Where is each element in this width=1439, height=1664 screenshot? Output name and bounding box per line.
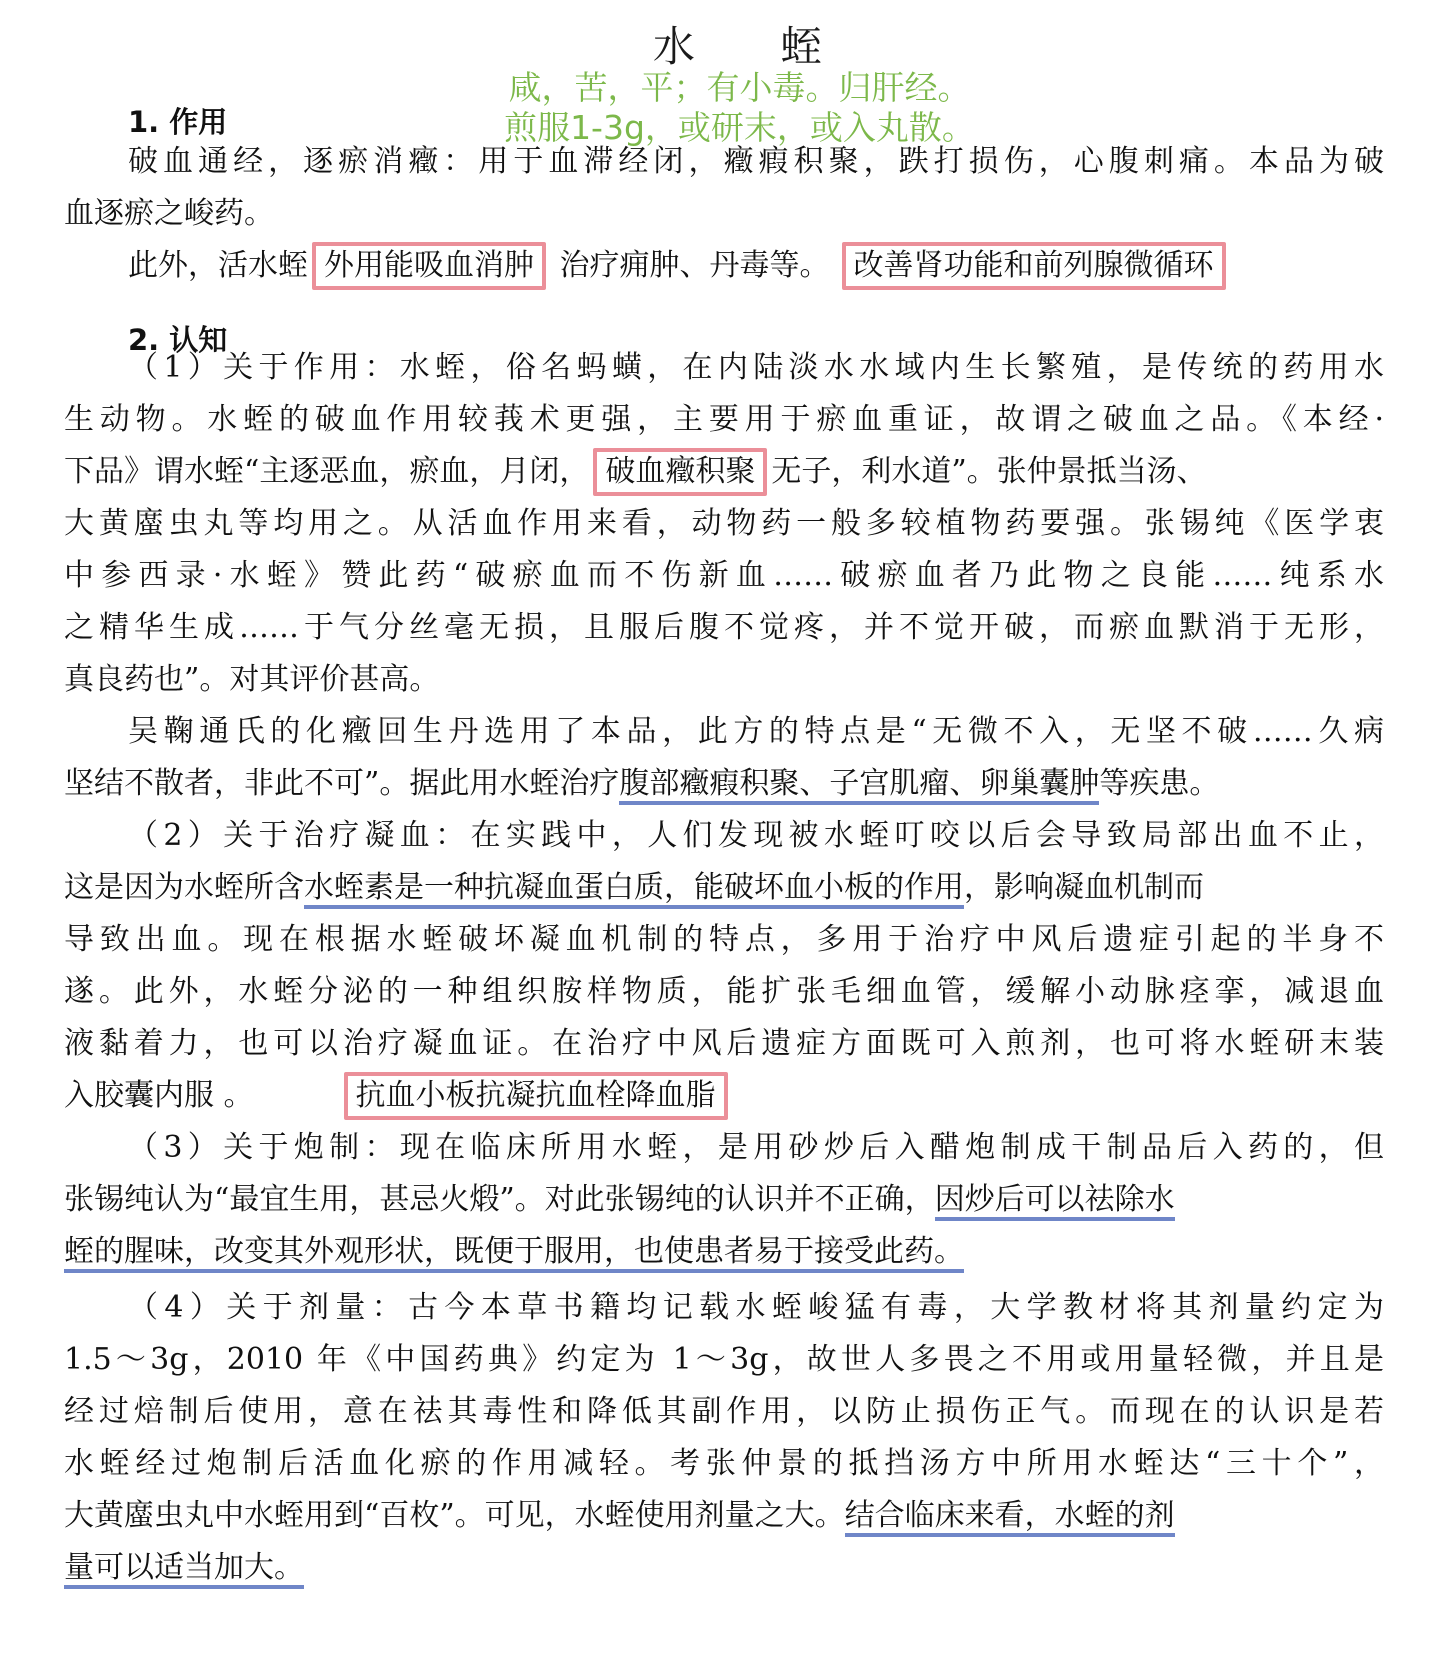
text-segment: 入胶囊内服 。 [64, 1078, 254, 1113]
highlight-box: 破血癥积聚 [593, 448, 767, 496]
paragraph-line: 经过焙制后使用，意在祛其毒性和降低其副作用，以防止损伤正气。而现在的认识是若 [64, 1394, 1384, 1429]
paragraph-line: （3）关于炮制：现在临床所用水蛭，是用砂炒后入醋炮制成干制品后入药的，但 [128, 1130, 1384, 1165]
paragraph-line: 吴鞠通氏的化癥回生丹选用了本品，此方的特点是“无微不入，无坚不破……久病 [128, 714, 1384, 749]
paragraph-line: 液黏着力，也可以治疗凝血证。在治疗中风后遗症方面既可入煎剂，也可将水蛭研末装 [64, 1026, 1384, 1061]
text-segment: 下品》谓水蛭“主逐恶血，瘀血，月闭， [64, 454, 590, 489]
paragraph-line [64, 1228, 1384, 1276]
text-segment: 大黄䗪虫丸中水蛭用到“百枚”。可见，水蛭使用剂量之大。 [64, 1498, 845, 1533]
underlined-text: 结合临床来看，水蛭的剂 [845, 1498, 1175, 1537]
highlight-box: 外用能吸血消肿 [312, 242, 546, 290]
paragraph-line: 遂。此外，水蛭分泌的一种组织胺样物质，能扩张毛细血管，缓解小动脉痉挛，减退血 [64, 974, 1384, 1009]
text-segment: 这是因为水蛭所含 [64, 870, 304, 905]
page-title: 水 蛭 [652, 22, 859, 71]
underlined-text: 水蛭素是一种抗凝血蛋白质，能破坏血小板的作用 [304, 870, 964, 909]
paragraph-line: （4）关于剂量：古今本草书籍均记载水蛭峻猛有毒，大学教材将其剂量约定为 [128, 1290, 1384, 1325]
paragraph-line [64, 760, 1384, 808]
paragraph-line: 生动物。水蛭的破血作用较莪术更强，主要用于瘀血重证，故谓之破血之品。《本经· [64, 402, 1384, 437]
text-segment: ，影响凝血机制而 [964, 870, 1204, 905]
section-heading-function: 1. 作用 [128, 105, 228, 139]
annotation-line-2: 煎服1-3g，或研末，或入丸散。 [504, 108, 975, 147]
paragraph-line [64, 1492, 1384, 1540]
paragraph-line [64, 1544, 1384, 1592]
underlined-text: 腹部癥瘕积聚、子宫肌瘤、卵巢囊肿 [619, 766, 1099, 805]
paragraph-line: 血逐瘀之峻药。 [64, 196, 274, 231]
paragraph-line [64, 448, 1384, 496]
text-segment: 治疗痈肿、丹毒等。 [559, 248, 830, 283]
paragraph-line: 导致出血。现在根据水蛭破坏凝血机制的特点，多用于治疗中风后遗症引起的半身不 [64, 922, 1384, 957]
paragraph-line: （2）关于治疗凝血：在实践中，人们发现被水蛭叮咬以后会导致局部出血不止， [128, 818, 1384, 853]
highlight-box: 抗血小板抗凝抗血栓降血脂 [344, 1072, 728, 1120]
paragraph-line: 之精华生成……于气分丝毫无损，且服后腹不觉疼，并不觉开破，而瘀血默消于无形， [64, 610, 1384, 645]
text-segment: 张锡纯认为“最宜生用，甚忌火煅”。对此张锡纯的认识并不正确， [64, 1182, 935, 1217]
paragraph-line: 中参西录·水蛭》赞此药“破瘀血而不伤新血……破瘀血者乃此物之良能……纯系水 [64, 558, 1384, 593]
paragraph-line [64, 1072, 1384, 1120]
text-segment: 坚结不散者，非此不可”。据此用水蛭治疗 [64, 766, 620, 801]
section-heading-understanding: 2. 认知 [128, 323, 228, 357]
text-segment: 等疾患。 [1099, 766, 1220, 801]
annotation-line-1: 咸，苦，平；有小毒。归肝经。 [508, 68, 971, 107]
paragraph-line: 1.5～3g，2010 年《中国药典》约定为 1～3g，故世人多畏之不用或用量轻微，并且是 [64, 1342, 1384, 1377]
paragraph-line: 大黄䗪虫丸等均用之。从活血作用来看，动物药一般多较植物药要强。张锡纯《医学衷 [64, 506, 1384, 541]
paragraph-line: 破血通经，逐瘀消癥：用于血滞经闭，癥瘕积聚，跌打损伤，心腹刺痛。本品为破 [128, 144, 1384, 179]
paragraph-line [64, 864, 1384, 912]
text-segment: 无子，利水道”。张仲景抵当汤、 [771, 454, 1207, 489]
underlined-text: 蛭的腥味，改变其外观形状，既便于服用，也使患者易于接受此药。 [64, 1234, 964, 1273]
highlight-box: 改善肾功能和前列腺微循环 [842, 242, 1226, 290]
paragraph-line: 水蛭经过炮制后活血化瘀的作用减轻。考张仲景的抵挡汤方中所用水蛭达“三十个”， [64, 1446, 1384, 1481]
paragraph-line: 真良药也”。对其评价甚高。 [64, 662, 440, 697]
paragraph-line [128, 242, 1384, 290]
paragraph-line [64, 1176, 1384, 1224]
underlined-text: 量可以适当加大。 [64, 1550, 304, 1589]
text-segment: 此外，活水蛭 [128, 248, 308, 283]
underlined-text: 因炒后可以祛除水 [935, 1182, 1175, 1221]
paragraph-line: （1）关于作用：水蛭，俗名蚂蟥，在内陆淡水水域内生长繁殖，是传统的药用水 [128, 350, 1384, 385]
